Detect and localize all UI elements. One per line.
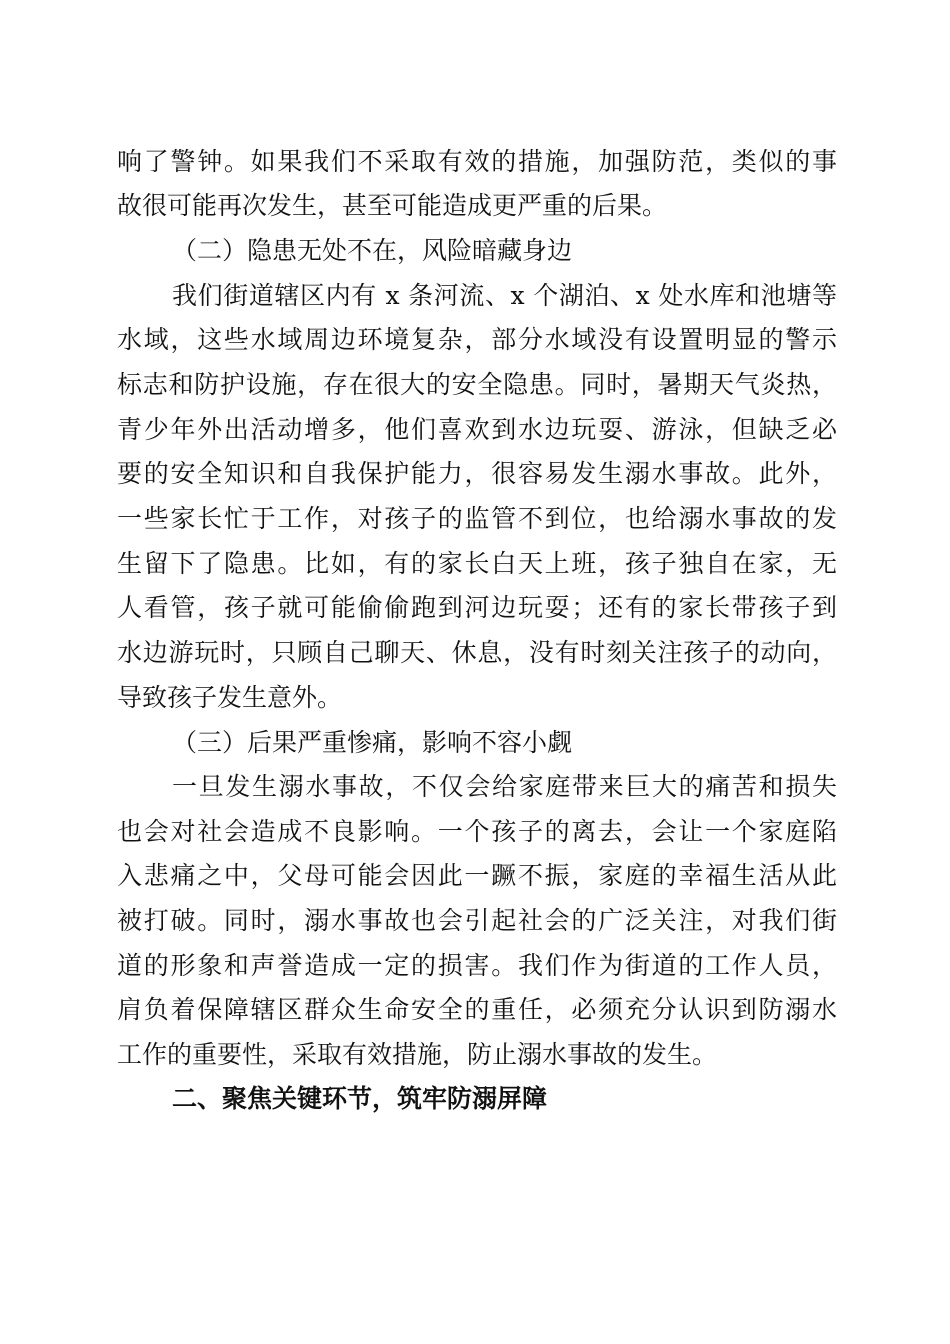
paragraph-line: 生留下了隐患。比如，有的家长白天上班，孩子独自在家，无: [117, 549, 837, 578]
paragraph-line: 水边游玩时，只顾自己聊天、休息，没有时刻关注孩子的动向，: [117, 638, 837, 667]
paragraph-line: 故很可能再次发生，甚至可能造成更严重的后果。: [117, 191, 668, 220]
paragraph-line: 水域，这些水域周边环境复杂，部分水域没有设置明显的警示: [117, 325, 837, 354]
paragraph-line: 要的安全知识和自我保护能力，很容易发生溺水事故。此外，: [117, 459, 837, 488]
paragraph-line: 道的形象和声誉造成一定的损害。我们作为街道的工作人员，: [117, 951, 837, 980]
paragraph-line: 也会对社会造成不良影响。一个孩子的离去，会让一个家庭陷: [117, 817, 837, 846]
section-heading-2: 二、聚焦关键环节，筑牢防溺屏障: [172, 1084, 548, 1113]
paragraph-line: 人看管，孩子就可能偷偷跑到河边玩耍；还有的家长带孩子到: [117, 593, 837, 622]
paragraph-line: 标志和防护设施，存在很大的安全隐患。同时，暑期天气炎热，: [117, 370, 837, 399]
paragraph-line: 入悲痛之中，父母可能会因此一蹶不振，家庭的幸福生活从此: [117, 861, 837, 890]
paragraph-line: 导致孩子发生意外。: [117, 683, 343, 712]
paragraph-line: 工作的重要性，采取有效措施，防止溺水事故的发生。: [117, 1040, 718, 1069]
paragraph-line: 一些家长忙于工作，对孩子的监管不到位，也给溺水事故的发: [117, 504, 837, 533]
paragraph-line: 肩负着保障辖区群众生命安全的重任，必须充分认识到防溺水: [117, 995, 837, 1024]
paragraph-line: 被打破。同时，溺水事故也会引起社会的广泛关注，对我们街: [117, 906, 837, 935]
paragraph-line: 响了警钟。如果我们不采取有效的措施，加强防范，类似的事: [117, 147, 837, 176]
paragraph-line: 一旦发生溺水事故，不仅会给家庭带来巨大的痛苦和损失: [172, 772, 837, 801]
paragraph-line: 我们街道辖区内有 x 条河流、x 个湖泊、x 处水库和池塘等: [172, 281, 837, 310]
subheading-2: （二）隐患无处不在，风险暗藏身边: [172, 236, 573, 265]
subheading-3: （三）后果严重惨痛，影响不容小觑: [172, 728, 573, 757]
paragraph-line: 青少年外出活动增多，他们喜欢到水边玩耍、游泳，但缺乏必: [117, 415, 837, 444]
